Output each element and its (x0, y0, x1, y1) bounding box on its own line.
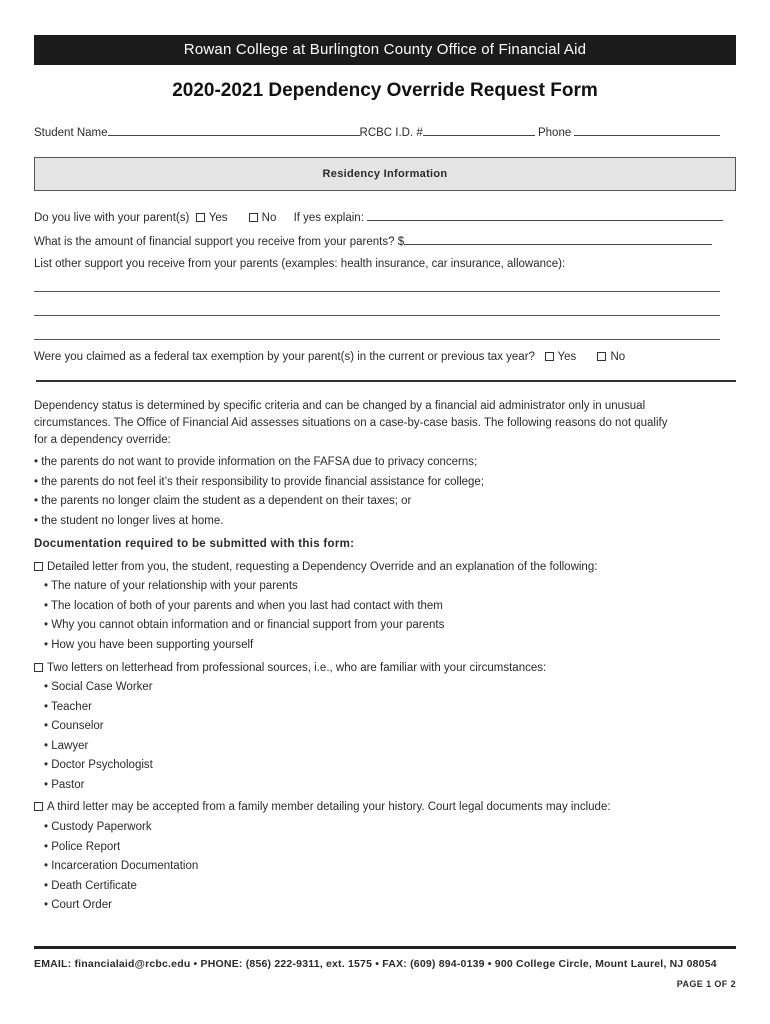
explain-field[interactable] (367, 210, 723, 221)
tax-exemption-row (34, 350, 625, 364)
residency-section-header: Residency Information (34, 157, 736, 191)
tax-question: Were you claimed as a federal tax exemption by your parent(s) in the current or previous tax year? (34, 351, 535, 363)
doc-item-3 (34, 800, 611, 814)
explain-label: If yes explain: (293, 212, 364, 224)
doc-item-2-checkbox[interactable] (34, 663, 43, 672)
doc-item-2-bullets (44, 678, 744, 795)
doc-bullet: • Police Report (44, 840, 121, 853)
doc-bullet: • Teacher (44, 700, 92, 713)
doc-bullet: • Counselor (44, 720, 104, 732)
doc-item-3-bullets (44, 818, 744, 916)
doc-item-2 (34, 661, 546, 675)
other-support-label: List other support you receive from your parents (examples: health insurance, car insurance, allowance): (34, 258, 566, 270)
doc-bullet: • Lawyer (44, 739, 89, 752)
phone-field[interactable] (574, 125, 720, 136)
doc-bullet: • Death Certificate (44, 879, 137, 892)
other-support-line-2[interactable] (34, 315, 720, 316)
live-with-parents-row (34, 210, 723, 225)
policy-reason: • the student no longer lives at home. (34, 514, 224, 527)
support-question: What is the amount of financial support you receive from your parents? $ (34, 236, 405, 248)
phone-label: Phone (537, 127, 572, 139)
doc-bullet: • Court Order (44, 899, 112, 911)
live-no-label: No (261, 212, 277, 224)
student-name-field[interactable] (108, 125, 360, 136)
student-info-row (34, 125, 720, 140)
policy-reason: • the parents do not feel it’s their responsibility to provide financial assistance for college; (34, 475, 485, 488)
support-amount-field[interactable] (404, 234, 712, 245)
doc-bullet: • The nature of your relationship with your parents (44, 580, 298, 592)
footer-divider (34, 946, 736, 949)
doc-item-1-checkbox[interactable] (34, 562, 43, 571)
tax-no-label: No (610, 351, 626, 363)
documentation-heading: Documentation required to be submitted with this form: (34, 538, 355, 550)
doc-bullet: • Why you cannot obtain information and or financial support from your parents (44, 619, 445, 631)
policy-reason: • the parents no longer claim the student as a dependent on their taxes; or (34, 495, 412, 507)
section-divider (36, 380, 736, 382)
policy-reason: • the parents do not want to provide information on the FAFSA due to privacy concerns; (34, 456, 478, 468)
form-title: 2020-2021 Dependency Override Request Form (172, 80, 598, 101)
student-name-label: Student Name (34, 127, 108, 139)
doc-bullet: • Pastor (44, 778, 85, 791)
live-yes-label: Yes (208, 212, 228, 224)
doc-bullet: • Social Case Worker (44, 681, 153, 693)
rcbc-id-label: RCBC I.D. # (359, 127, 423, 139)
doc-item-2-text: Two letters on letterhead from professional sources, i.e., who are familiar with your circumstances: (47, 662, 547, 674)
doc-item-3-checkbox[interactable] (34, 802, 43, 811)
tax-yes-label: Yes (557, 351, 577, 363)
doc-bullet: • Incarceration Documentation (44, 860, 199, 872)
tax-yes-checkbox[interactable] (545, 352, 554, 361)
policy-intro-line: circumstances. The Office of Financial Aid assesses situations on a case-by-case basis. The following reasons do not qualify (34, 417, 668, 429)
doc-bullet: • Doctor Psychologist (44, 759, 153, 771)
doc-bullet: • The location of both of your parents and when you last had contact with them (44, 599, 443, 612)
live-yes-checkbox[interactable] (196, 213, 205, 222)
office-banner: Rowan College at Burlington County Office of Financial Aid (34, 35, 736, 65)
doc-item-1 (34, 560, 597, 574)
page-number: PAGE 1 OF 2 (676, 979, 736, 989)
doc-item-1-text: Detailed letter from you, the student, requesting a Dependency Override and an explanation of the following: (47, 561, 598, 573)
policy-intro-line: Dependency status is determined by specific criteria and can be changed by a financial aid administrator only in unusual (34, 400, 646, 412)
doc-item-1-bullets (44, 577, 744, 655)
rcbc-id-field[interactable] (423, 125, 535, 136)
tax-no-checkbox[interactable] (597, 352, 606, 361)
doc-item-3-text: A third letter may be accepted from a family member detailing your history. Court legal documents may include: (47, 801, 611, 813)
other-support-line-3[interactable] (34, 339, 720, 340)
live-no-checkbox[interactable] (249, 213, 258, 222)
doc-bullet: • Custody Paperwork (44, 821, 152, 833)
footer-contact: EMAIL: financialaid@rcbc.edu • PHONE: (856) 222-9311, ext. 1575 • FAX: (609) 894-0139 • 900 College Circle, Mount Laurel, NJ 08054 (34, 958, 717, 970)
support-amount-row (34, 234, 712, 249)
policy-text (34, 398, 734, 449)
policy-intro-line: for a dependency override: (34, 434, 171, 446)
policy-reasons-list (34, 453, 734, 531)
other-support-line-1[interactable] (34, 291, 720, 292)
live-question: Do you live with your parent(s) (34, 212, 190, 224)
doc-bullet: • How you have been supporting yourself (44, 638, 254, 651)
